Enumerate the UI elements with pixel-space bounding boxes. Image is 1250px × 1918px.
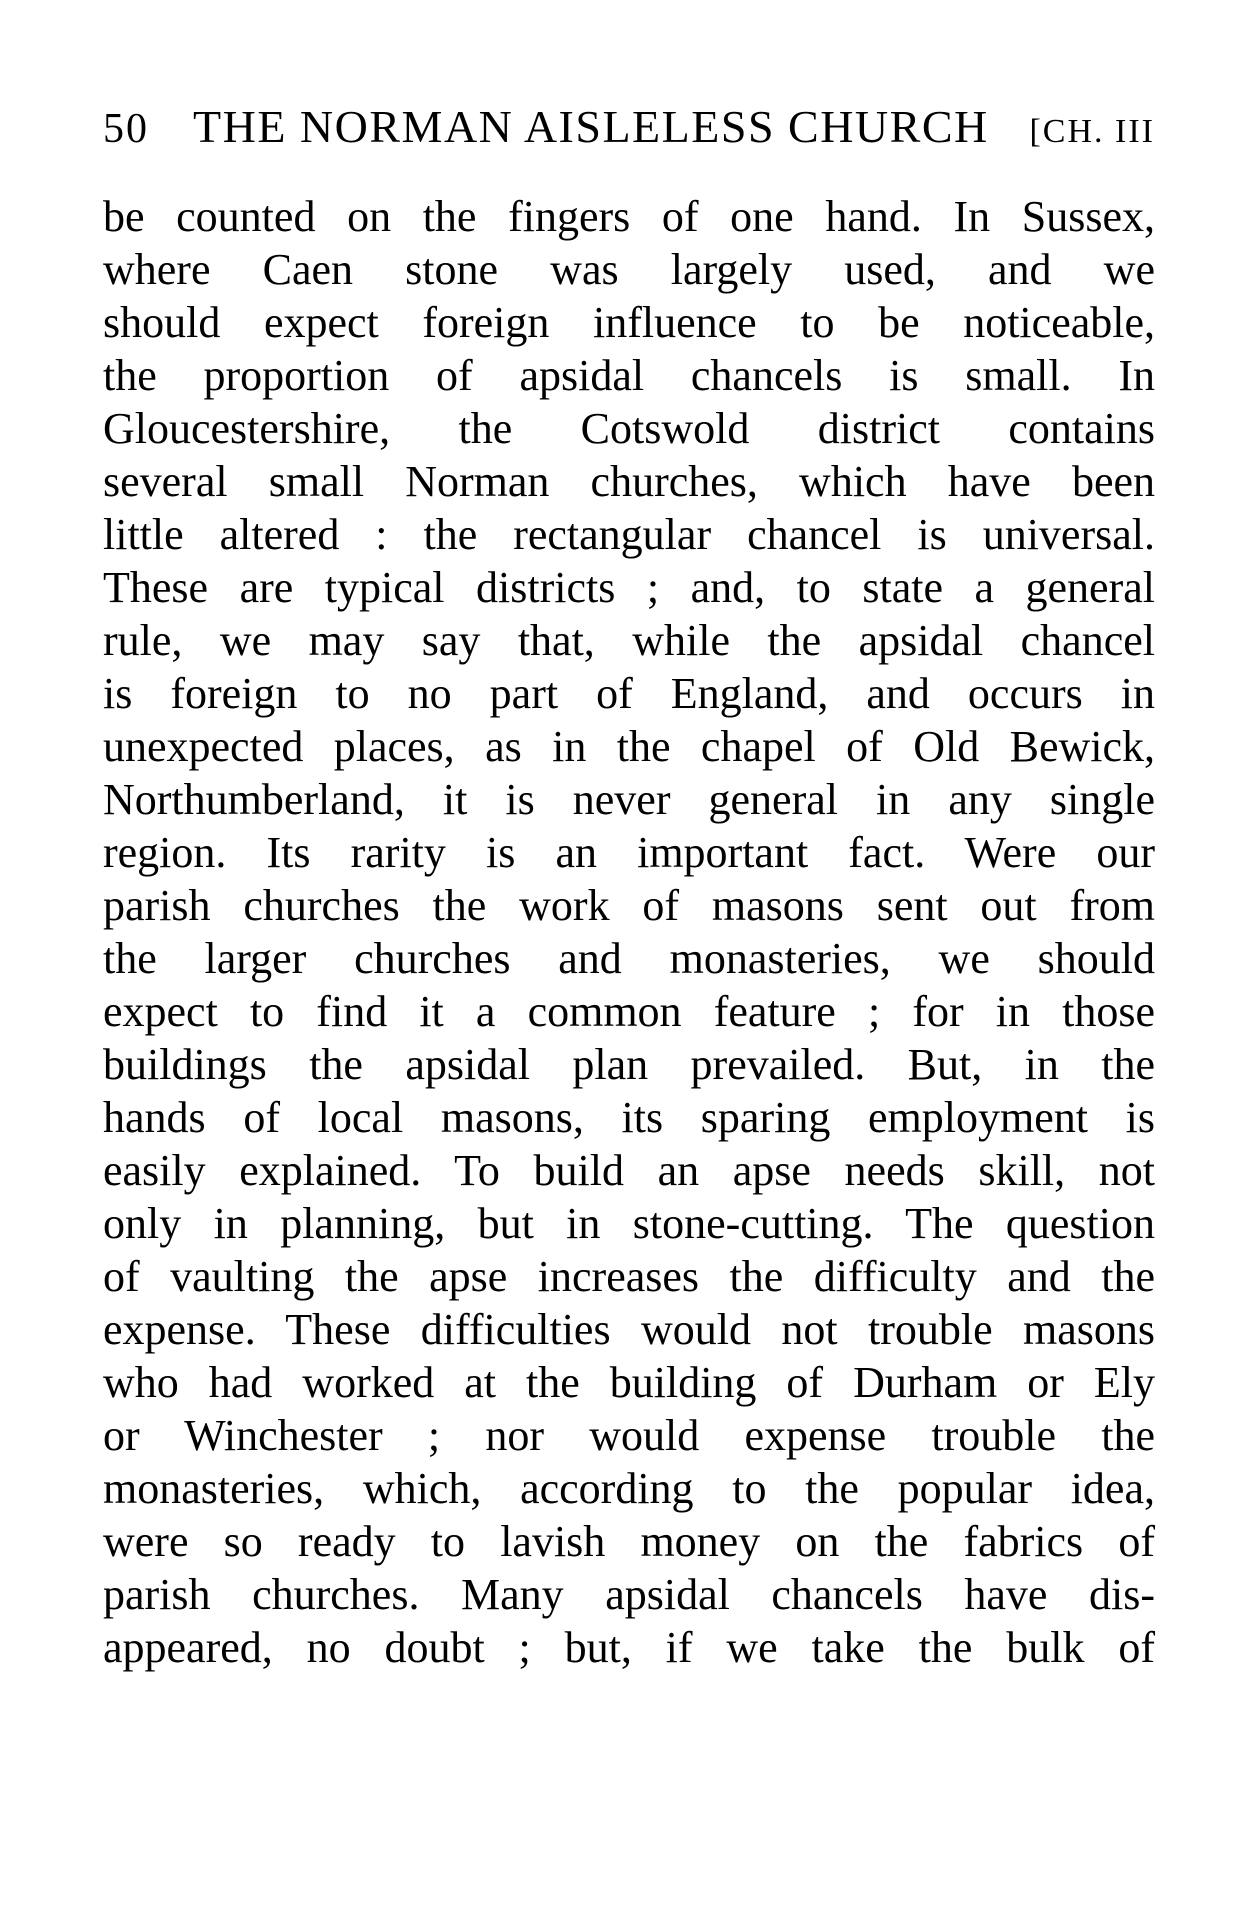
text-line: rule, we may say that, while the apsidal chancel [103, 616, 1155, 665]
text-line: the larger churches and monasteries, we should [103, 934, 1155, 983]
text-line: expense. These difficulties would not trouble masons [103, 1305, 1155, 1354]
chapter-marker: [CH. III [1029, 113, 1155, 150]
text-line: is foreign to no part of England, and occurs in [103, 669, 1155, 718]
text-line: monasteries, which, according to the popular idea, [103, 1464, 1155, 1513]
text-line: Gloucestershire, the Cotswold district contains [103, 404, 1155, 453]
text-line: appeared, no doubt ; but, if we take the bulk of [103, 1623, 1155, 1672]
text-line: parish churches the work of masons sent out from [103, 881, 1155, 930]
text-line: the proportion of apsidal chancels is small. In [103, 351, 1155, 400]
text-line: several small Norman churches, which have been [103, 457, 1155, 506]
running-title: THE NORMAN AISLELESS CHURCH [193, 101, 989, 152]
text-line: parish churches. Many apsidal chancels have dis- [103, 1570, 1155, 1619]
text-line: were so ready to lavish money on the fabrics of [103, 1517, 1155, 1566]
text-line: unexpected places, as in the chapel of Old Bewick, [103, 722, 1155, 771]
text-line: only in planning, but in stone-cutting. The question [103, 1199, 1155, 1248]
text-line: little altered : the rectangular chancel is universal. [103, 510, 1155, 559]
text-line: easily explained. To build an apse needs skill, not [103, 1146, 1155, 1195]
text-line: Northumberland, it is never general in any single [103, 775, 1155, 824]
text-line: where Caen stone was largely used, and we [103, 245, 1155, 294]
text-line: or Winchester ; nor would expense trouble the [103, 1411, 1155, 1460]
text-line: These are typical districts ; and, to state a general [103, 563, 1155, 612]
text-line: expect to find it a common feature ; for in those [103, 987, 1155, 1036]
text-line: buildings the apsidal plan prevailed. But, in the [103, 1040, 1155, 1089]
text-line: region. Its rarity is an important fact. Were our [103, 828, 1155, 877]
text-line: be counted on the fingers of one hand. In Sussex, [103, 192, 1155, 241]
text-line: hands of local masons, its sparing employment is [103, 1093, 1155, 1142]
page-number: 50 [103, 106, 149, 152]
text-line: who had worked at the building of Durham or Ely [103, 1358, 1155, 1407]
text-line: of vaulting the apse increases the difficulty and the [103, 1252, 1155, 1301]
text-line: should expect foreign influence to be noticeable, [103, 298, 1155, 347]
body-text [103, 190, 1155, 1674]
page-header [103, 100, 1155, 153]
